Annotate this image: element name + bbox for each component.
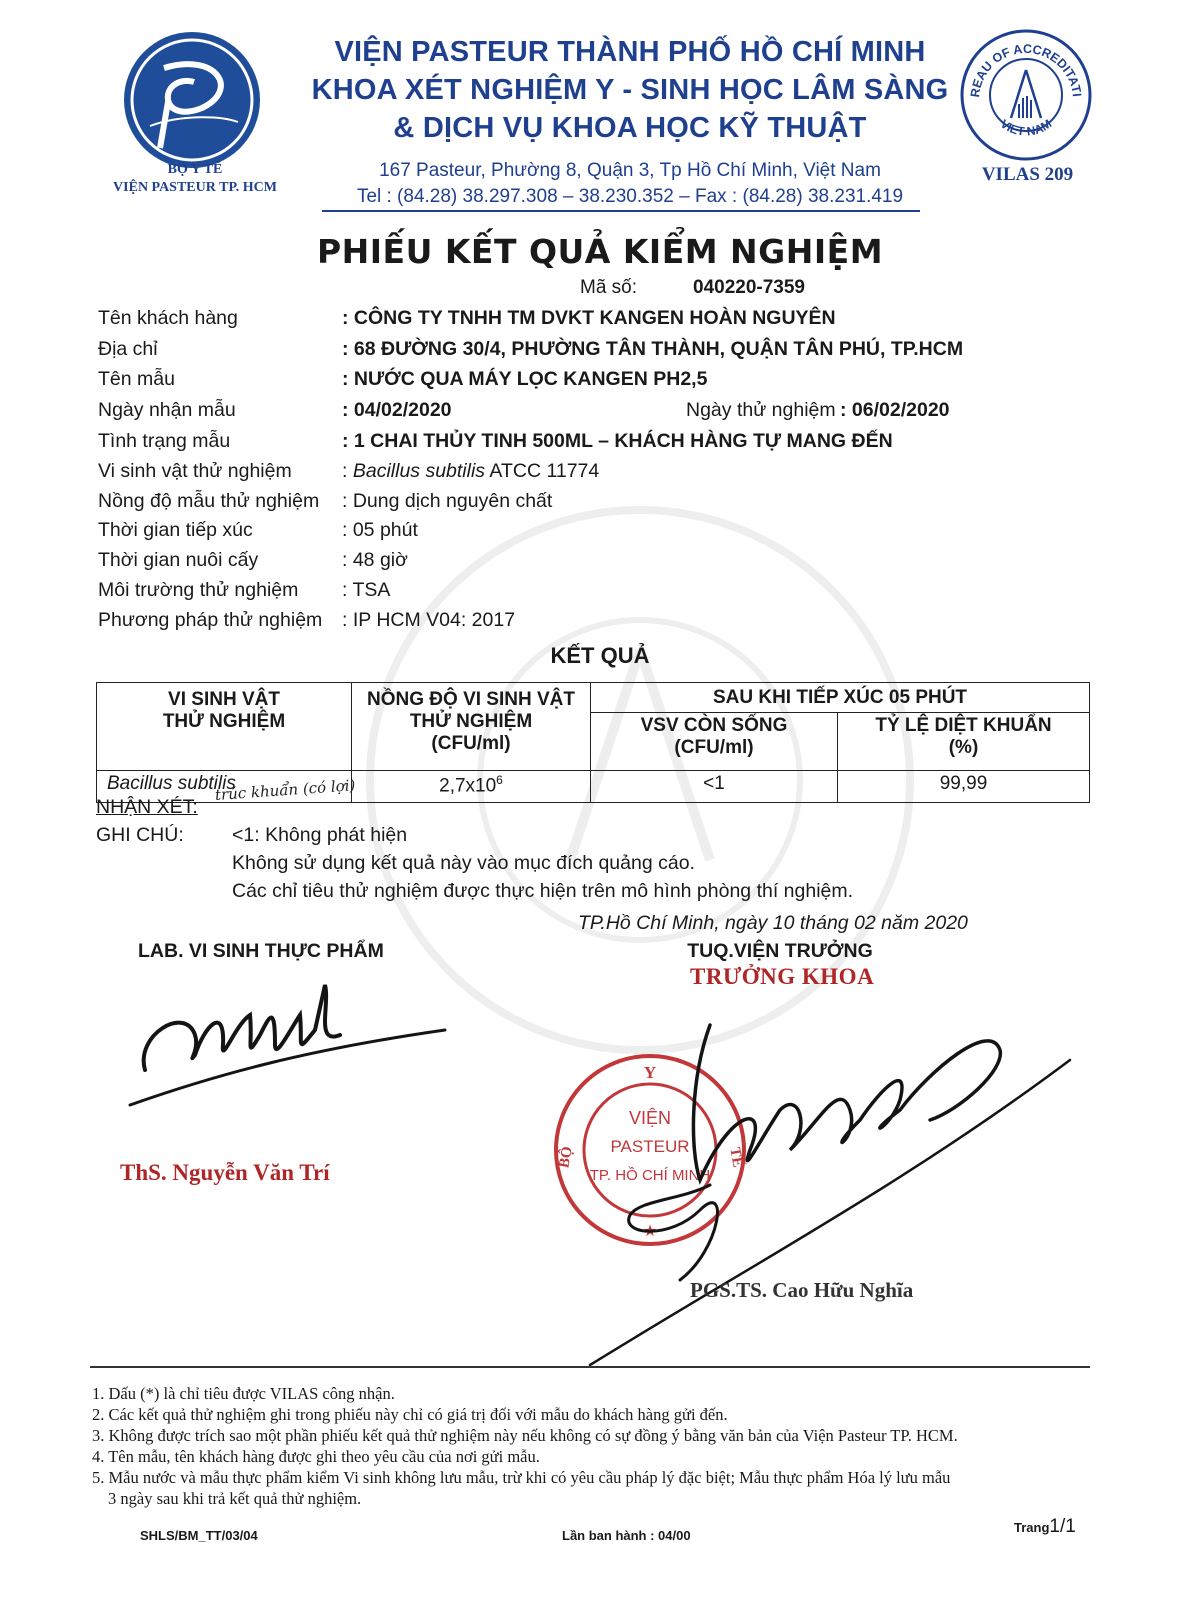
cell-kill-rate: 99,99 (838, 771, 1090, 803)
organism-name: Bacillus subtilis (352, 460, 486, 482)
director-signature (560, 1000, 1080, 1370)
stamp-left-text: BỘ (556, 1145, 576, 1170)
customer-value: : CÔNG TY TNHH TM DVKT KANGEN HOÀN NGUYÊN (342, 307, 836, 329)
col4-line1: TỶ LỆ DIỆT KHUẨN (875, 715, 1052, 736)
col-concentration-header (352, 683, 591, 771)
col1-line1: VI SINH VẬT (168, 689, 280, 710)
col2-line3: (CFU/ml) (431, 733, 511, 754)
concentration-value: : Dung dịch nguyên chất (342, 490, 553, 512)
note-line-3: Các chỉ tiêu thử nghiệm được thực hiện trên mô hình phòng thí nghiệm. (232, 880, 854, 902)
contact-value: : 05 phút (342, 519, 418, 541)
method-label: Phương pháp thử nghiệm (98, 609, 323, 631)
logo-caption-institute: VIỆN PASTEUR TP. HCM (113, 180, 277, 195)
institute-logo (122, 30, 262, 170)
address-label: Địa chỉ (98, 338, 158, 360)
accreditation-code: VILAS 209 (981, 164, 1074, 185)
method-value: : IP HCM V04: 2017 (342, 609, 516, 631)
test-date-value: : 06/02/2020 (840, 399, 950, 421)
col2-line2: THỬ NGHIỆM (409, 711, 533, 732)
document-code-value: 040220-7359 (693, 277, 805, 298)
col2-line1: NỒNG ĐỘ VI SINH VẬT (367, 689, 575, 710)
lab-title: LAB. VI SINH THỰC PHẨM (138, 940, 384, 962)
cell-concentration (352, 771, 591, 803)
place-date: TP.Hồ Chí Minh, ngày 10 tháng 02 năm 2020 (578, 912, 968, 934)
test-date-label: Ngày thử nghiệm (686, 399, 836, 421)
contact-label: Thời gian tiếp xúc (98, 519, 253, 541)
edition: Lần ban hành : 04/00 (562, 1528, 691, 1543)
director-title: TUQ.VIỆN TRƯỞNG (687, 940, 873, 962)
col3-line1: VSV CÒN SỐNG (640, 715, 788, 736)
received-label: Ngày nhận mẫu (98, 399, 236, 421)
org-address: 167 Pasteur, Phường 8, Quận 3, Tp Hồ Chí Minh, Việt Nam (379, 160, 881, 181)
form-code: SHLS/BM_TT/03/04 (140, 1528, 258, 1543)
results-heading: KẾT QUẢ (550, 643, 650, 668)
page-label: Trang (1014, 1520, 1050, 1535)
info-received (98, 399, 998, 429)
note-line-1: <1: Không phát hiện (232, 824, 408, 846)
stamp-line-2: PASTEUR (610, 1137, 690, 1156)
stamp-top-text: Y (643, 1063, 657, 1082)
organism-colon: : (342, 460, 353, 482)
footnote-2: 2. Các kết quả thử nghiệm ghi trong phiếu này chỉ có giá trị đối với mẫu do khách hàng gửi đến. (92, 1405, 728, 1424)
sample-value: : NƯỚC QUA MÁY LỌC KANGEN PH2,5 (342, 368, 708, 390)
concentration-label: Nồng độ mẫu thử nghiệm (98, 490, 320, 512)
medium-value: : TSA (342, 579, 391, 601)
row-concentration-exponent: 6 (496, 773, 503, 787)
footnote-1: 1. Dấu (*) là chỉ tiêu được VILAS công nhận. (92, 1384, 395, 1403)
col3-line2: (CFU/ml) (674, 737, 754, 758)
footnote-4: 4. Tên mẫu, tên khách hàng được ghi theo yêu cầu của nơi gửi mẫu. (92, 1447, 540, 1466)
phone-underline (322, 210, 920, 212)
ghichu-label: GHI CHÚ: (96, 824, 184, 846)
dept-head-title: TRƯỞNG KHOA (690, 964, 875, 989)
cell-survivors: <1 (591, 771, 838, 803)
culture-value: : 48 giờ (342, 549, 408, 571)
footnote-3: 3. Không được trích sao một phần phiếu kết quả thử nghiệm này nếu không có sự đồng ý bằng văn bản của Viện Pasteur TP. HCM. (92, 1426, 958, 1445)
org-name-line-1: VIỆN PASTEUR THÀNH PHỐ HỒ CHÍ MINH (334, 36, 926, 68)
remark-label: NHẬN XÉT: (96, 796, 198, 818)
sample-label: Tên mẫu (98, 368, 175, 390)
organism-value (342, 460, 599, 483)
document-title: PHIẾU KẾT QUẢ KIỂM NGHIỆM (316, 232, 884, 271)
organism-strain: ATCC 11774 (485, 460, 600, 482)
stamp-star-icon: ★ (642, 1223, 658, 1240)
col1-line2: THỬ NGHIỆM (162, 711, 286, 732)
org-phone: Tel : (84.28) 38.297.308 – 38.230.352 – Fax : (84.28) 38.231.419 (356, 186, 904, 207)
lab-signature (125, 975, 455, 1125)
footnote-5: 5. Mẫu nước và mẫu thực phẩm kiểm Vi sinh không lưu mẫu, trừ khi có yêu cầu pháp lý đặc biệt; Mẫu thực phẩm Hóa lý lưu mẫu (92, 1468, 951, 1487)
logo-caption-ministry: BỘ Y TẾ (167, 162, 223, 177)
condition-label: Tình trạng mẫu (98, 430, 231, 452)
svg-text:VIET NAM (998, 117, 1055, 139)
dept-signer-name: PGS.TS. Cao Hữu Nghĩa (690, 1278, 914, 1302)
stamp-right-text: TẾ (726, 1146, 746, 1169)
col4-line2: (%) (948, 737, 979, 758)
footnote-5-cont: 3 ngày sau khi trả kết quả thử nghiệm. (108, 1489, 362, 1508)
note-line-2: Không sử dụng kết quả này vào mục đích quảng cáo. (232, 852, 695, 874)
medium-label: Môi trường thử nghiệm (98, 579, 299, 601)
lab-signer-name: ThS. Nguyễn Văn Trí (120, 1160, 330, 1185)
org-name-line-2: KHOA XÉT NGHIỆM Y - SINH HỌC LÂM SÀNG (311, 74, 949, 106)
condition-value: : 1 CHAI THỦY TINH 500ML – KHÁCH HÀNG TỰ MANG ĐẾN (342, 430, 893, 452)
after-contact-group-header: SAU KHI TIẾP XÚC 05 PHÚT (591, 683, 1090, 713)
page-indicator (1014, 1516, 1076, 1538)
culture-label: Thời gian nuôi cấy (98, 549, 259, 571)
address-value: : 68 ĐƯỜNG 30/4, PHƯỜNG TÂN THÀNH, QUẬN TÂN PHÚ, TP.HCM (342, 338, 964, 360)
organism-label: Vi sinh vật thử nghiệm (98, 460, 292, 482)
stamp-line-1: VIỆN (628, 1108, 672, 1128)
accreditation-seal (957, 26, 1095, 164)
row-concentration-base: 2,7x10 (439, 775, 497, 797)
org-name-line-3: & DỊCH VỤ KHOA HỌC KỸ THUẬT (393, 112, 867, 144)
col-organism-header (97, 683, 352, 771)
page-value: 1/1 (1049, 1516, 1076, 1537)
document-code-label: Mã số: (580, 277, 638, 298)
seal-ring-text: REAU OF ACCREDITATI (967, 41, 1084, 99)
footnote-divider (90, 1366, 1090, 1368)
row-organism-text: Bacillus subtilis (107, 773, 236, 794)
col-kill-rate-header (838, 713, 1090, 771)
col-survivors-header (591, 713, 838, 771)
remark-handwritten: trúc khuẩn (có lợi) (214, 776, 356, 804)
customer-label: Tên khách hàng (98, 307, 238, 329)
received-value: : 04/02/2020 (342, 399, 452, 421)
seal-country-text: VIET NAM (997, 116, 1055, 139)
stamp-line-3: TP. HỒ CHÍ MINH (589, 1167, 711, 1184)
